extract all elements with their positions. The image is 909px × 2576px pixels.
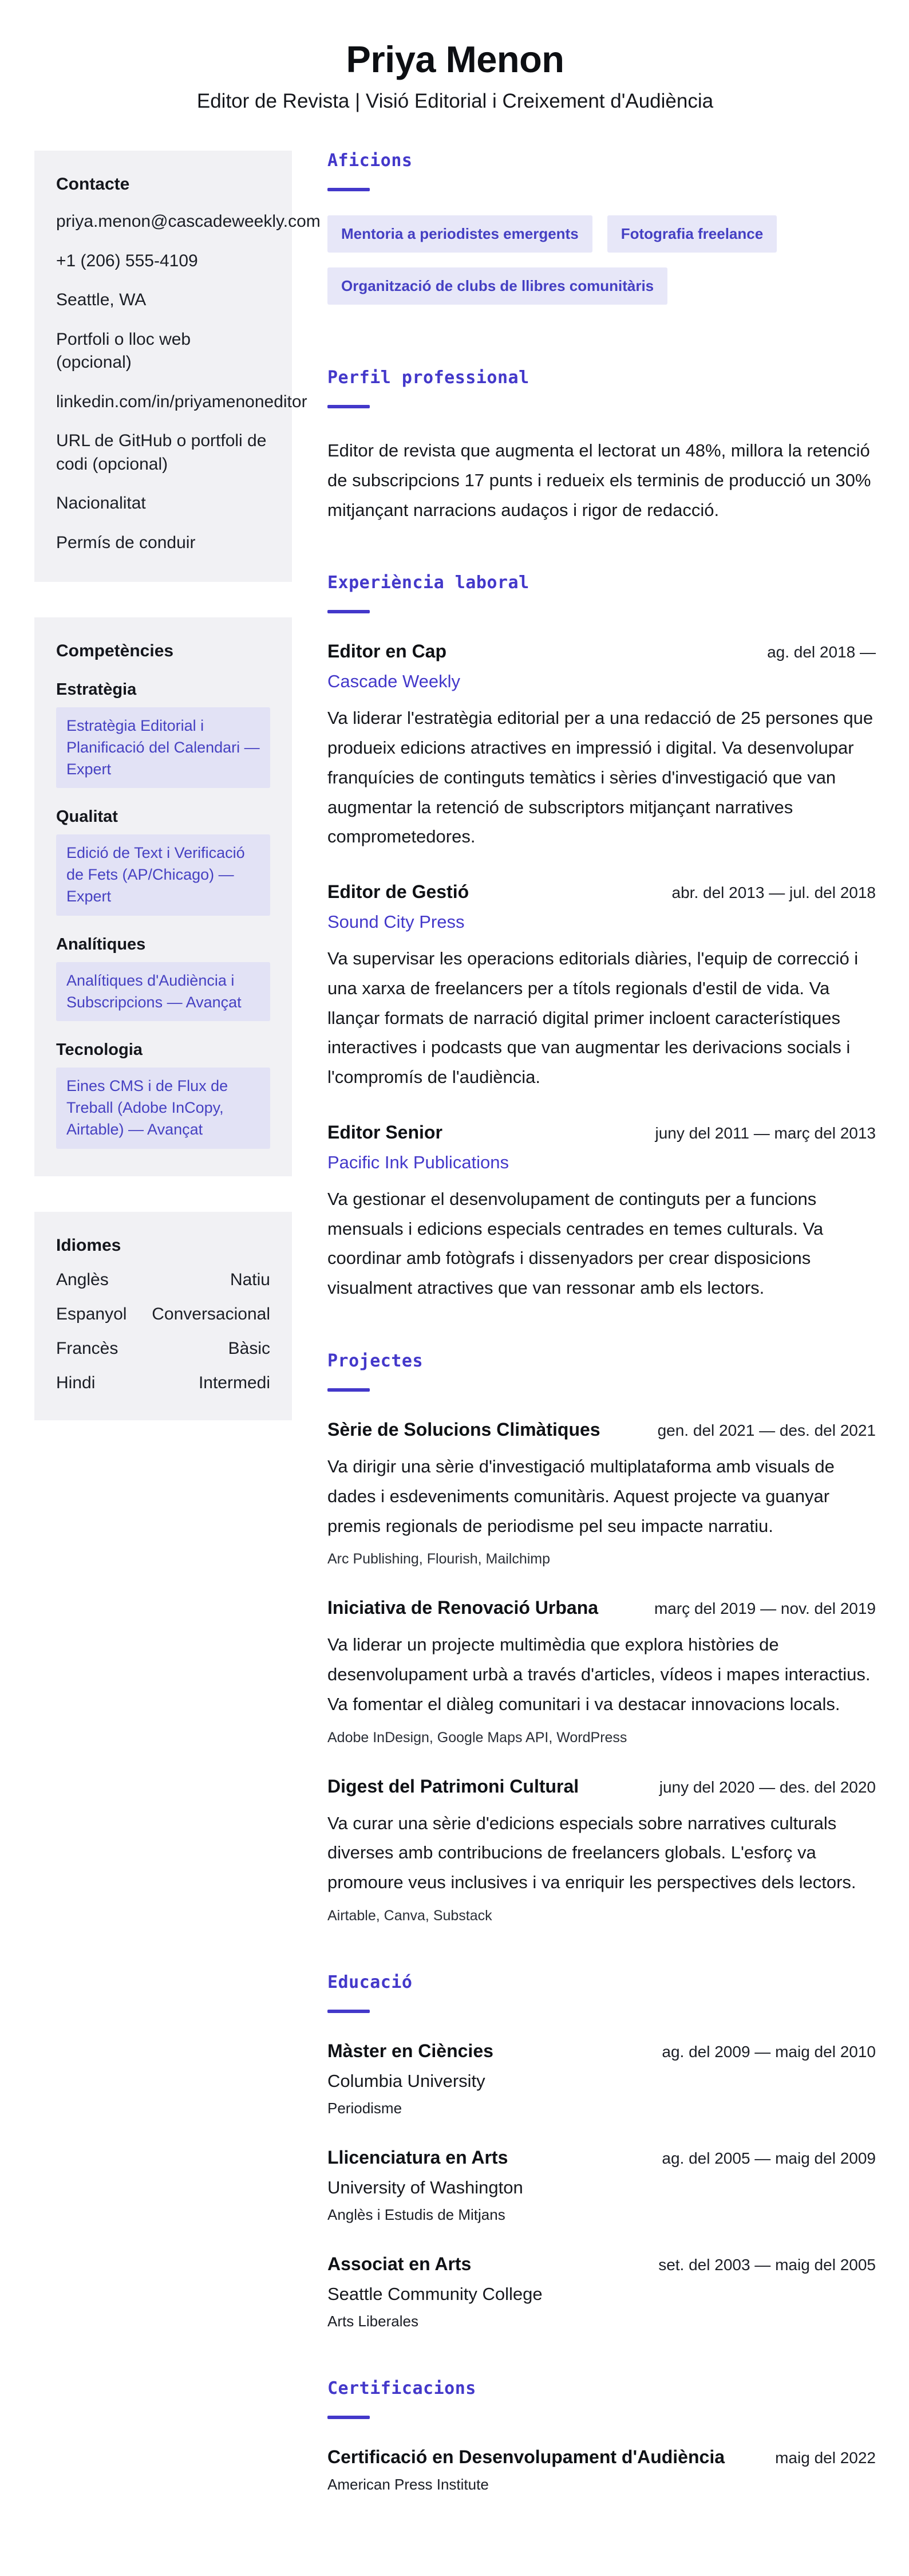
contact-linkedin: linkedin.com/in/priyamenoneditor	[56, 392, 307, 411]
project-tools: Adobe InDesign, Google Maps API, WordPress	[327, 1729, 627, 1746]
projects-title: Projectes	[327, 1351, 424, 1372]
job-description: Va supervisar les operacions editorials diàries, l'equip de correcció i una xarxa de freelancers per a títols regionals d'estil de vida. Va llançar formats de narració digital primer incloent característiques interactives i podcasts que van augmentar les derivacions socials i l'compromís de l'audiència.	[327, 948, 859, 1088]
skill-chip: Estratègia Editorial i Planificació del Calendari — Expert	[56, 707, 270, 788]
language-row	[56, 1373, 270, 1393]
certifications-section	[327, 2378, 876, 2494]
project-name: Digest del Patrimoni Cultural	[327, 1775, 579, 1797]
section-rule	[327, 2010, 370, 2013]
certification-entry	[327, 2447, 876, 2494]
hobby-tag: Mentoria a periodistes emergents	[327, 215, 592, 253]
project-tools: Arc Publishing, Flourish, Mailchimp	[327, 1551, 551, 1567]
field-of-study: Periodisme	[327, 2099, 402, 2117]
resume-columns	[34, 151, 876, 2542]
job-company: Pacific Ink Publications	[327, 1152, 509, 1172]
certification-name: Certificació en Desenvolupament d'Audiència	[327, 2446, 725, 2467]
education-entry	[327, 2254, 876, 2330]
contact-github: URL de GitHub o portfoli de codi (opcional)	[56, 431, 267, 474]
skill-chip: Edició de Text i Verificació de Fets (AP/Chicago) — Expert	[56, 834, 270, 915]
sidebar	[34, 151, 321, 1456]
project-description: Va curar una sèrie d'edicions especials sobre narratives culturals diverses amb contribucions de freelancers globals. L'esforç va promoure veus inclusives i va enriquir les perspectives dels lectors.	[327, 1813, 856, 1893]
project-dates: juny del 2020 — des. del 2020	[659, 1778, 876, 1796]
skill-chip: Eines CMS i de Flux de Treball (Adobe InCopy, Airtable) — Avançat	[56, 1068, 270, 1148]
hobby-tags	[327, 215, 876, 320]
project-description: Va dirigir una sèrie d'investigació multiplataforma amb visuals de dades i esdeveniments comunitàris. Aquest projecte va guanyar premis regionals de periodisme pel seu impacte narratiu.	[327, 1456, 835, 1536]
contact-nationality: Nacionalitat	[56, 494, 146, 513]
projects-section	[327, 1351, 876, 1924]
section-rule	[327, 2416, 370, 2419]
hobbies-section	[327, 151, 876, 320]
education-title: Educació	[327, 1972, 413, 1992]
job-description: Va liderar l'estratègia editorial per a una redacció de 25 persones que produeix edicions atractives en impressió i digital. Va desenvolupar franquícies de continguts temàtics i sèries d'investigació que van augmentar la retenció de subscriptors mitjançant narratives comprometedores.	[327, 708, 874, 847]
job-entry	[327, 881, 876, 1092]
project-name: Sèrie de Solucions Climàtiques	[327, 1419, 600, 1440]
job-company: Cascade Weekly	[327, 671, 461, 692]
job-description: Va gestionar el desenvolupament de continguts per a funcions mensuals i edicions especials centrades en temes culturals. Va coordinar amb fotògrafs i dissenyadors per crear disposicions visualment atractives que van ressonar amb els lectors.	[327, 1188, 824, 1298]
degree: Màster en Ciències	[327, 2040, 493, 2061]
certifications-title: Certificacions	[327, 2378, 476, 2398]
education-dates: set. del 2003 — maig del 2005	[658, 2255, 876, 2274]
main-column	[327, 151, 876, 2542]
candidate-name: Priya Menon	[346, 38, 564, 80]
hobbies-title: Aficions	[327, 151, 413, 171]
language-name: Anglès	[56, 1270, 109, 1289]
language-name: Francès	[56, 1338, 118, 1358]
skills-section	[34, 617, 292, 1176]
project-tools: Airtable, Canva, Substack	[327, 1907, 492, 1924]
language-level: Natiu	[230, 1270, 270, 1289]
contact-location: Seattle, WA	[56, 290, 147, 309]
job-entry	[327, 641, 876, 852]
skill-category: Estratègia	[56, 680, 137, 699]
job-role: Editor de Gestió	[327, 881, 469, 903]
language-row	[56, 1305, 270, 1324]
section-rule	[327, 1388, 370, 1392]
language-row	[56, 1270, 270, 1290]
project-entry	[327, 1597, 876, 1746]
job-entry	[327, 1122, 876, 1303]
job-role: Editor Senior	[327, 1121, 442, 1143]
project-dates: gen. del 2021 — des. del 2021	[657, 1421, 876, 1440]
certification-date: maig del 2022	[775, 2448, 876, 2467]
section-rule	[327, 405, 370, 408]
contact-driving-license: Permís de conduir	[56, 533, 196, 552]
education-entry	[327, 2041, 876, 2117]
experience-title: Experiència laboral	[327, 573, 529, 593]
section-rule	[327, 610, 370, 613]
job-dates: ag. del 2018 —	[767, 643, 876, 661]
skill-category: Tecnologia	[56, 1041, 143, 1059]
language-name: Hindi	[56, 1373, 96, 1392]
field-of-study: Arts Liberales	[327, 2312, 418, 2330]
project-entry	[327, 1776, 876, 1924]
education-entry	[327, 2147, 876, 2224]
job-dates: abr. del 2013 — jul. del 2018	[671, 884, 876, 902]
project-name: Iniciativa de Renovació Urbana	[327, 1597, 599, 1618]
language-level: Bàsic	[228, 1338, 270, 1358]
language-level: Conversacional	[152, 1304, 270, 1324]
profile-summary: Editor de revista que augmenta el lectorat un 48%, millora la retenció de subscripcions 17 punts i redueix els terminis de producció un 30% mitjançant narracions audaços i rigor de redacció.	[327, 440, 871, 520]
job-role: Editor en Cap	[327, 641, 447, 662]
education-dates: ag. del 2005 — maig del 2009	[662, 2149, 876, 2167]
contact-title: Contacte	[56, 175, 130, 194]
skill-category: Qualitat	[56, 808, 118, 826]
hobby-tag: Fotografia freelance	[607, 215, 777, 253]
hobby-tag: Organització de clubs de llibres comunitàris	[327, 267, 667, 305]
skills-title: Competències	[56, 641, 174, 660]
project-dates: març del 2019 — nov. del 2019	[654, 1600, 876, 1618]
degree: Llicenciatura en Arts	[327, 2146, 508, 2168]
profile-title: Perfil professional	[327, 368, 529, 388]
section-rule	[327, 188, 370, 191]
field-of-study: Anglès i Estudis de Mitjans	[327, 2205, 505, 2223]
certification-issuer: American Press Institute	[327, 2475, 489, 2493]
contact-section	[34, 151, 321, 582]
contact-phone: +1 (206) 555-4109	[56, 251, 198, 270]
languages-title: Idiomes	[56, 1235, 121, 1255]
language-name: Espanyol	[56, 1304, 127, 1324]
skill-category: Analítiques	[56, 935, 146, 954]
degree: Associat en Arts	[327, 2253, 472, 2274]
resume-header	[34, 38, 876, 113]
education-dates: ag. del 2009 — maig del 2010	[662, 2042, 876, 2061]
school: Seattle Community College	[327, 2283, 543, 2304]
school: Columbia University	[327, 2070, 485, 2091]
contact-portfolio: Portfoli o lloc web (opcional)	[56, 329, 191, 372]
candidate-headline: Editor de Revista | Visió Editorial i Creixement d'Audiència	[196, 90, 714, 112]
school: University of Washington	[327, 2177, 523, 2197]
contact-email: priya.menon@cascadeweekly.com	[56, 212, 321, 231]
language-level: Intermedi	[198, 1373, 270, 1392]
languages-section	[34, 1212, 292, 1420]
experience-section	[327, 573, 876, 1303]
job-dates: juny del 2011 — març del 2013	[655, 1124, 876, 1142]
project-entry	[327, 1419, 876, 1567]
education-section	[327, 1972, 876, 2330]
job-company: Sound City Press	[327, 912, 465, 932]
profile-section	[327, 368, 876, 525]
project-description: Va liderar un projecte multimèdia que explora històries de desenvolupament urbà a través d'articles, vídeos i mapes interactius. Va fomentar el diàleg comunitari i va destacar innovacions locals.	[327, 1634, 871, 1714]
skill-chip: Analítiques d'Audiència i Subscripcions — Avançat	[56, 962, 270, 1022]
language-row	[56, 1339, 270, 1358]
